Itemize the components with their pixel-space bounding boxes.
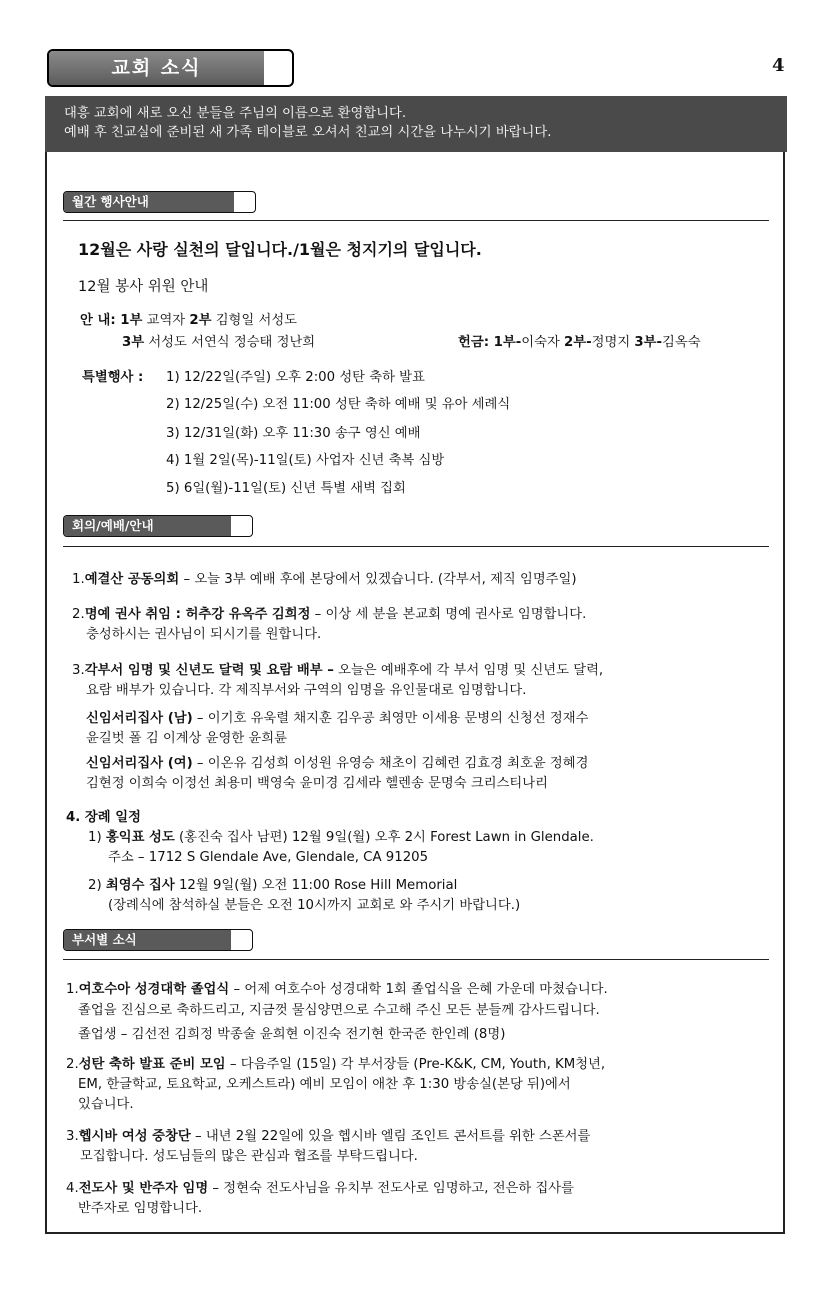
special-event-1: 1) 12/22일(주일) 오후 2:00 성탄 축하 발표 (166, 370, 425, 385)
special-event-4: 4) 1월 2일(목)-11일(토) 사업자 신년 축복 심방 (166, 453, 445, 468)
offering-2-label: 2부- (564, 335, 592, 350)
guide-3-label: 3부 (122, 335, 145, 350)
dept-item-4-line-2: 반주자로 임명합니다. (78, 1201, 203, 1216)
funeral-2-note: (장례식에 참석하실 분들은 오전 10시까지 교회로 와 주시기 바랍니다.) (108, 898, 521, 913)
section-rule (63, 220, 769, 221)
guide-2-label: 2부 (189, 313, 212, 328)
funeral-2 (88, 877, 457, 894)
offering-1: 이숙자 (521, 335, 565, 350)
deacon-male-line-2: 윤길벗 폴 김 이계상 윤영한 윤희륜 (86, 731, 287, 746)
dept-item-2-line-3: 있습니다. (78, 1097, 134, 1112)
item-number: 1. (66, 982, 79, 997)
meeting-item-2-line-2: 충성하시는 권사님이 되시기를 원합니다. (86, 627, 322, 642)
dept-item-1-line-2: 졸업을 진심으로 축하드리고, 지금껏 물심양면으로 수고해 주신 모든 분들께 감사드립니다. (78, 1003, 600, 1018)
item-number: 4. (66, 1181, 79, 1196)
item-title: 전도사 및 반주자 임명 (78, 1181, 209, 1196)
deacon-male-label: 신임서리집사 (남) (86, 711, 193, 726)
meeting-item-3-line-2: 요람 배부가 있습니다. 각 제직부서와 구역의 임명을 유인물대로 임명합니다. (86, 683, 527, 698)
section-rule (63, 546, 769, 547)
offering-2: 정명지 (591, 335, 635, 350)
item-text: 12월 9일(월) 오전 11:00 Rose Hill Memorial (174, 878, 458, 893)
item-text: – 어제 여호수아 성경대학 1회 졸업식을 은혜 가운데 마쳤습니다. (229, 982, 608, 997)
item-text: – 내년 2월 22일에 있을 헵시바 엘림 조인트 콘서트를 위한 스폰서를 (190, 1129, 591, 1144)
dept-item-3 (66, 1128, 590, 1145)
guide-2-names: 김형일 서성도 (211, 313, 298, 328)
section-rule (63, 959, 769, 960)
item-text: 오늘은 예배후에 각 부서 임명 및 신년도 달력, (333, 663, 604, 678)
special-event-3: 3) 12/31일(화) 오후 11:30 송구 영신 예배 (166, 426, 421, 441)
monthly-theme: 12월은 사랑 실천의 달입니다./1월은 청지기의 달입니다. (78, 240, 482, 259)
section-heading-meetings (63, 515, 253, 537)
item-number: 2. (72, 607, 85, 622)
item-title: 헵시바 여성 중창단 (78, 1129, 191, 1144)
page-title: 교회 소식 (111, 57, 202, 79)
section-heading-monthly (63, 191, 256, 213)
item-number: 1) (88, 830, 106, 845)
deacon-female-line-1 (86, 755, 588, 772)
special-event-5: 5) 6일(월)-11일(토) 신년 특별 새벽 집회 (166, 481, 406, 496)
offering-label: 헌금: 1부- (458, 335, 522, 350)
meeting-item-2 (72, 606, 586, 623)
item-title: 여호수아 성경대학 졸업식 (78, 982, 230, 997)
item-title: 최영수 집사 (105, 878, 175, 893)
section-heading-text: 부서별 소식 (72, 932, 137, 947)
item-title: 홍익표 성도 (105, 830, 175, 845)
offering-3: 김옥숙 (662, 335, 701, 350)
offering-row (458, 334, 701, 351)
section-heading-departments (63, 929, 253, 951)
special-event-2: 2) 12/25일(수) 오전 11:00 성탄 축하 예배 및 유아 세례식 (166, 397, 511, 412)
funeral-title: 4. 장례 일정 (66, 810, 141, 825)
item-number: 2) (88, 878, 106, 893)
funeral-1 (88, 829, 594, 846)
item-text: – 오늘 3부 예배 후에 본당에서 있겠습니다. (각부서, 제직 임명주일) (179, 572, 577, 587)
guide-1-label: 1부 (120, 313, 143, 328)
item-number: 2. (66, 1057, 79, 1072)
dept-item-2 (66, 1056, 605, 1073)
welcome-line-2: 예배 후 친교실에 준비된 새 가족 테이블로 오셔서 친교의 시간을 나누시기 바랍니다. (64, 125, 552, 140)
offering-3-label: 3부- (634, 335, 663, 350)
item-title: 각부서 임명 및 신년도 달력 및 요람 배부 – (84, 663, 334, 678)
dept-item-1-line-3: 졸업생 – 김선전 김희정 박종술 윤희현 이진숙 전기현 한국준 한인례 (8명) (78, 1027, 506, 1042)
item-number: 3. (72, 663, 85, 678)
volunteer-title: 12월 봉사 위원 안내 (78, 279, 209, 295)
meeting-item-3 (72, 662, 603, 679)
deacon-male-names: – 이기호 유욱렬 채지훈 김우공 최영만 이세용 문병의 신청선 정재수 (192, 711, 589, 726)
special-events-label: 특별행사 : (82, 370, 144, 385)
guide-3-names: 서성도 서연식 정승태 정난희 (144, 335, 316, 350)
dept-item-1 (66, 981, 608, 998)
guide-1-names: 교역자 (142, 313, 190, 328)
welcome-banner (45, 96, 787, 152)
guide-row-1 (80, 312, 297, 329)
guide-label: 안 내: (80, 313, 121, 328)
dept-item-4 (66, 1180, 574, 1197)
section-heading-text: 월간 행사안내 (72, 194, 149, 209)
funeral-1-address: 주소 – 1712 S Glendale Ave, Glendale, CA 91205 (108, 850, 429, 865)
dept-item-3-line-2: 모집합니다. 성도님들의 많은 관심과 협조를 부탁드립니다. (80, 1149, 418, 1164)
item-title: 명예 권사 취임 : 허추강 유옥주 김희정 (84, 607, 311, 622)
item-number: 3. (66, 1129, 79, 1144)
guide-row-2 (122, 334, 315, 351)
item-text: (홍진숙 집사 남편) 12월 9일(월) 오후 2시 Forest Lawn in Glendale. (174, 830, 594, 845)
item-text: – 정현숙 전도사님을 유치부 전도사로 임명하고, 전은하 집사를 (208, 1181, 574, 1196)
item-title: 예결산 공동의회 (84, 572, 180, 587)
deacon-male-line-1 (86, 710, 588, 727)
deacon-female-line-2: 김현정 이희숙 이정선 최용미 백영숙 윤미경 김세라 헬렌송 문명숙 크리스티나리 (86, 776, 548, 791)
welcome-line-1: 대흥 교회에 새로 오신 분들을 주님의 이름으로 환영합니다. (64, 106, 407, 121)
section-heading-text: 회의/예배/안내 (72, 518, 154, 533)
deacon-female-names: – 이온유 김성희 이성원 유영승 채초이 김혜련 김효경 최호윤 정혜경 (192, 756, 589, 771)
page-number: 4 (772, 55, 785, 76)
item-text: – 이상 세 분을 본교회 명예 권사로 임명합니다. (310, 607, 587, 622)
header-title-box (47, 49, 294, 87)
item-text: – 다음주일 (15일) 각 부서장들 (Pre-K&K, CM, Youth, KM청년, (225, 1057, 606, 1072)
meeting-item-1 (72, 571, 577, 588)
dept-item-2-line-2: EM, 한글학교, 토요학교, 오케스트라) 예비 모임이 애찬 후 1:30 방송실(본당 뒤)에서 (78, 1077, 571, 1092)
deacon-female-label: 신임서리집사 (여) (86, 756, 193, 771)
item-number: 1. (72, 572, 85, 587)
item-title: 성탄 축하 발표 준비 모임 (78, 1057, 226, 1072)
